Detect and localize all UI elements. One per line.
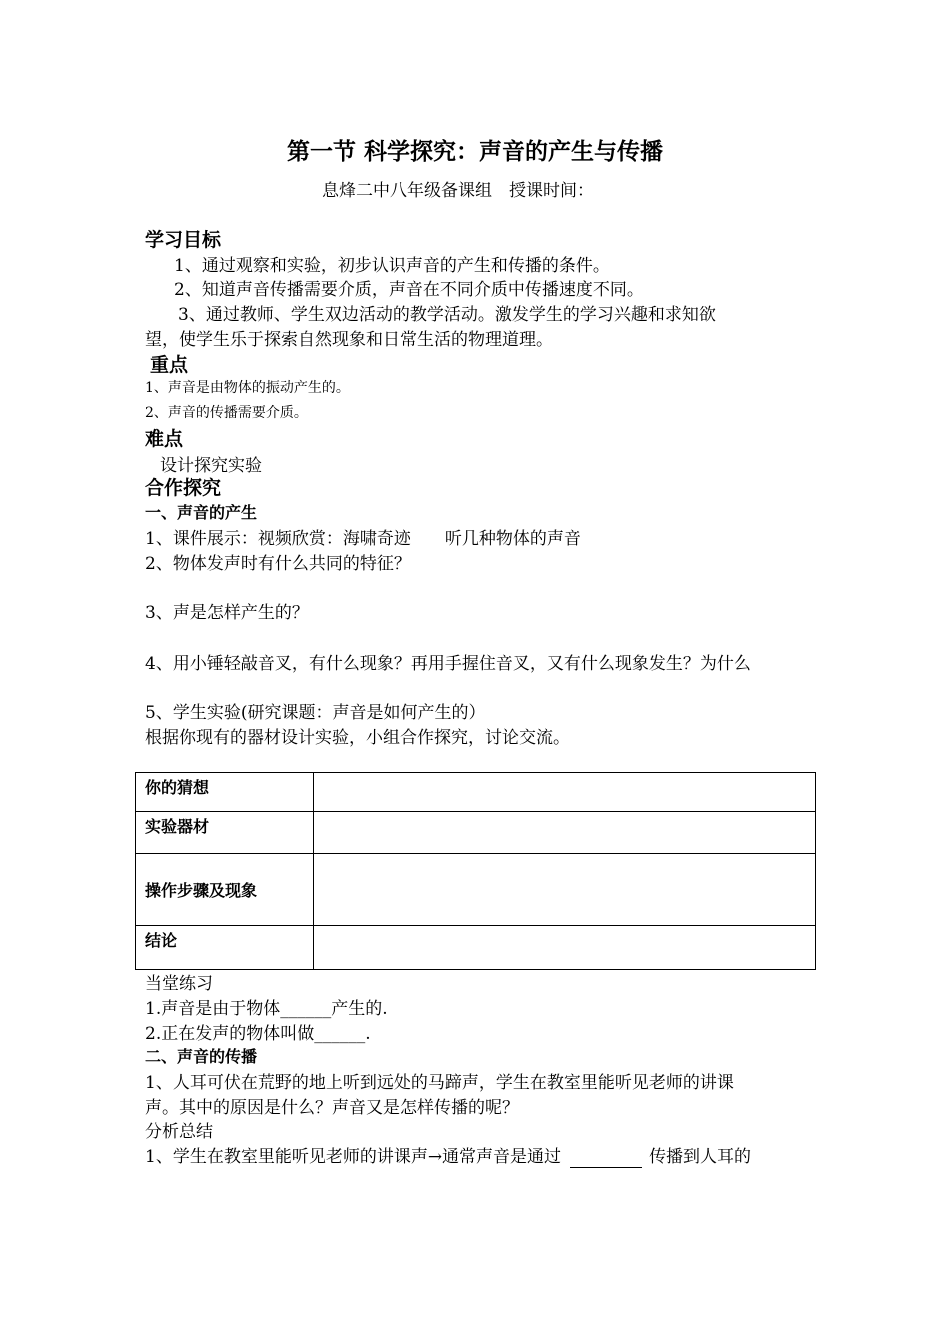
row-label-conclusion: 结论: [136, 926, 314, 970]
objective-3: 3、通过教师、学生双边活动的教学活动。激发学生的学习兴趣和求知欲: [178, 305, 716, 325]
page-subtitle: 息烽二中八年级备课组 授课时间：: [322, 181, 594, 201]
table-row: [136, 854, 816, 926]
practice-q2-pre: 2.正在发声的物体叫做: [145, 1024, 315, 1044]
section2-s1-post: 传播到人耳的: [649, 1147, 752, 1167]
answer-cell-conclusion[interactable]: [314, 926, 816, 970]
section1-q3: 3、声是怎样产生的？: [145, 603, 309, 623]
keypoint-1: 1、声音是由物体的振动产生的。: [145, 380, 350, 396]
difficulty-heading: 难点: [145, 428, 184, 450]
section2-s1: [145, 1142, 751, 1168]
row-label-guess: 你的猜想: [136, 773, 314, 812]
answer-cell-steps[interactable]: [314, 854, 816, 926]
keypoint-2: 2、声音的传播需要介质。: [145, 405, 308, 421]
row-label-materials: 实验器材: [136, 812, 314, 854]
page-title: 第一节 科学探究：声音的产生与传播: [286, 139, 663, 165]
practice-q1-pre: 1.声音是由于物体: [145, 999, 281, 1019]
table-row: [136, 812, 816, 854]
practice-q1-blank[interactable]: ______: [280, 999, 332, 1019]
objective-1: 1、通过观察和实验，初步认识声音的产生和传播的条件。: [174, 256, 610, 276]
table-row: [136, 773, 816, 812]
answer-cell-materials[interactable]: [314, 812, 816, 854]
section1-q2: 2、物体发声时有什么共同的特征？: [145, 554, 411, 574]
keypoints-heading: 重点: [150, 354, 189, 376]
section2-s1-pre: 1、学生在教室里能听见老师的讲课声→通常声音是通过: [145, 1147, 562, 1167]
section2-q1a: 1、人耳可伏在荒野的地上听到远处的马蹄声，学生在教室里能听见老师的讲课: [145, 1073, 734, 1093]
practice-q1-post: 产生的.: [331, 999, 388, 1019]
practice-heading: 当堂练习: [145, 974, 213, 994]
section1-heading: 一、声音的产生: [145, 503, 258, 522]
section2-s1-blank[interactable]: [570, 1147, 642, 1168]
objectives-heading: 学习目标: [145, 229, 222, 251]
difficulty-text: 设计探究实验: [160, 456, 262, 476]
practice-q2-post: .: [365, 1024, 371, 1044]
answer-cell-guess[interactable]: [314, 773, 816, 812]
section2-q1b: 声。其中的原因是什么？声音又是怎样传播的呢？: [145, 1098, 519, 1118]
objective-3-cont: 望，使学生乐于探索自然现象和日常生活的物理道理。: [145, 330, 553, 350]
section1-q4: 4、用小锤轻敲音叉，有什么现象？再用手握住音叉，又有什么现象发生？为什么: [145, 654, 751, 674]
table-row: [136, 926, 816, 970]
section1-q5: 5、学生实验(研究课题：声音是如何产生的）: [145, 703, 486, 723]
practice-q1: [145, 994, 388, 1019]
section2-summary: 分析总结: [145, 1122, 213, 1142]
section1-q6: 根据你现有的器材设计实验，小组合作探究，讨论交流。: [145, 728, 570, 748]
section1-q1: 1、课件展示：视频欣赏：海啸奇迹 听几种物体的声音: [145, 529, 581, 549]
section2-heading: 二、声音的传播: [145, 1047, 258, 1066]
experiment-table: [135, 772, 816, 970]
row-label-steps: 操作步骤及现象: [136, 854, 314, 926]
practice-q2-blank[interactable]: ______: [314, 1024, 366, 1044]
objective-2: 2、知道声音传播需要介质，声音在不同介质中传播速度不同。: [174, 280, 644, 300]
cooperation-heading: 合作探究: [145, 477, 222, 499]
practice-q2: [145, 1019, 371, 1044]
